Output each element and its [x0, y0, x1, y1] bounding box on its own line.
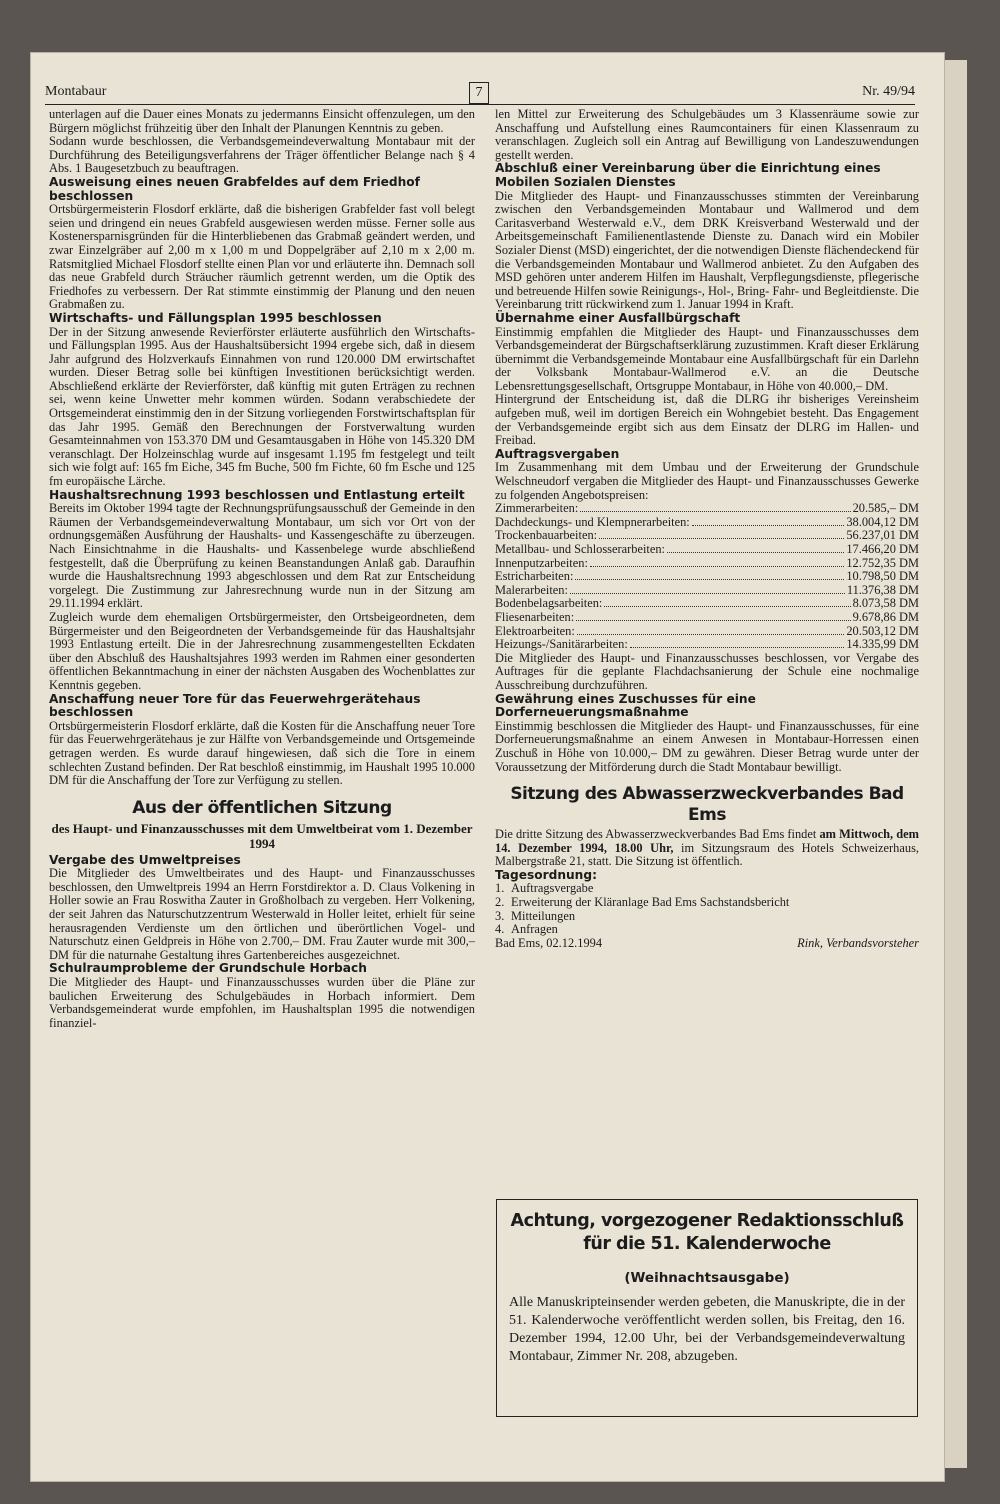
- header-place: Montabaur: [45, 84, 107, 99]
- cost-label: Innenputzarbeiten:: [495, 555, 588, 570]
- paragraph: Die Mitglieder des Haupt- und Finanzausschusses wurden über die Pläne zur baulichen Erweiterung des Schulgebäudes in Horbach informiert. Dem Verbandsgemeinderat wurde empfohlen, im Haushaltsplan 1995 die notwendigen finanziel-: [49, 975, 475, 1030]
- cost-label: Dachdeckungs- und Klempnerarbeiten:: [495, 514, 690, 529]
- cost-amount: 11.376,38 DM: [846, 582, 919, 597]
- signature-line: [495, 937, 919, 951]
- paragraph: Die Mitglieder des Haupt- und Finanzausschusses beschlossen, vor Vergabe des Auftrages für die geplante Flachdachsanierung der Schule eine nochmalige Ausschreibung durchzuführen.: [495, 650, 919, 692]
- cost-label: Trockenbauarbeiten:: [495, 528, 598, 543]
- cost-amount: 10.798,50 DM: [846, 569, 919, 584]
- cost-row: [495, 502, 919, 516]
- cost-label: Elektroarbeiten:: [495, 623, 575, 638]
- cost-label: Estricharbeiten:: [495, 569, 574, 584]
- cost-label: Malerarbeiten:: [495, 582, 568, 597]
- cost-amount: 20.503,12 DM: [846, 623, 919, 638]
- cost-row: [495, 570, 919, 584]
- agenda-item: [495, 910, 919, 924]
- sign-place: Bad Ems, 02.12.1994: [495, 935, 603, 950]
- cost-label: Zimmerarbeiten:: [495, 501, 579, 516]
- issue-number: Nr. 49/94: [862, 84, 915, 99]
- article-subtitle: des Haupt- und Finanzausschusses mit dem Umweltbeirat vom 1. Dezember 1994: [51, 820, 473, 851]
- agenda-text: Erweiterung der Kläranlage Bad Ems Sachstandsbericht: [511, 895, 790, 910]
- paragraph: Sodann wurde beschlossen, die Verbandsgemeindeverwaltung Montabaur mit der Durchführung des Beteiligungsverfahrens der Träger öffentlicher Belange nach § 4 Abs. 1 Baugesetzbuch zu beauftragen.: [49, 134, 475, 176]
- cost-amount: 9.678,86 DM: [852, 609, 919, 624]
- leader-dots: [667, 552, 844, 553]
- agenda-number: 3.: [495, 908, 505, 923]
- article-title: Sitzung des Abwasserzweckverbandes Bad Ems: [510, 784, 904, 826]
- leader-dots: [576, 620, 850, 621]
- paragraph: Der in der Sitzung anwesende Revierförster erläuterte ausführlich den Wirtschafts- und Fällungsplan 1995. Aus der Haushaltsübersicht 1994 ergebe sich, daß in diesem Jahr aufgrund des Holzverkaufs Einnahmen von rund 120.000 DM erwirtschaftet wurden. Dieser Betrag solle bei künftigen Investitionen berücksichtigt werden. Abschließend erklärte der Revierförster, daß künftig mit guten Erträgen zu rechnen sei, wenn keine Unwetter mehr kommen würden. Sodann verabschiedete der Ortsgemeinderat einstimmig den in der Sitzung vorliegenden Forstwirtschaftsplan für das Jahr 1995. Gemäß den Berechnungen der Forstverwaltung wurden Gesamteinnahmen von 153.370 DM und Gesamtausgaben in Höhe von 145.320 DM veranschlagt. Der Holzeinschlag wurde auf insgesamt 1.195 fm festgelegt und teilt sich wie folgt auf: 165 fm Eiche, 345 fm Buche, 500 fm Fichte, 60 fm Esche und 125 fm europäische Lärche.: [49, 324, 475, 489]
- agenda-number: 4.: [495, 922, 505, 937]
- text-run: Die dritte Sitzung des Abwasserzweckverbandes Bad Ems findet: [495, 827, 820, 842]
- agenda-text: Anfragen: [511, 922, 558, 937]
- section-heading: Gewährung eines Zuschusses für eine Dorferneuerungsmaßnahme: [495, 691, 756, 720]
- paragraph: Bereits im Oktober 1994 tagte der Rechnungsprüfungsausschuß der Gemeinde in den Räumen der Verbandsgemeindeverwaltung Montabaur, um sich vor Ort von der ordnungsgemäßen Ausführung der Haushalts- und Kassengeschäfte zu überzeugen. Nach Einsichtnahme in die Haushalts- und Kassenbelege wurde abschließend festgestellt, daß die Überprüfung zu keinen Beanstandungen Anlaß gab. Daraufhin wurde die Haushaltsrechnung 1993 abgeschlossen und dem Rat zur Entscheidung vorgelegt. Die Zustimmung zur Jahresrechnung wurde nun in der Sitzung am 29.11.1994 erklärt.: [49, 501, 475, 611]
- paragraph: Einstimmig empfahlen die Mitglieder des Haupt- und Finanzausschusses dem Verbandsgemeinderat der Bürgschaftserklärung zuzustimmen. Kraft dieser Erklärung übernimmt die Verbandsgemeinde Montabaur eine Ausfallbürgschaft für ein Darlehn der Volksbank Montabaur-Wallmerod e.V. an die Deutsche Lebensrettungsgesellschaft, Ortsgruppe Montabaur, in Höhe von 40.000,– DM.: [495, 324, 919, 393]
- leader-dots: [577, 634, 845, 635]
- agenda-item: [495, 923, 919, 937]
- cost-amount: 38.004,12 DM: [846, 514, 919, 529]
- paragraph: Ortsbürgermeisterin Flosdorf erklärte, daß die bisherigen Grabfelder fast voll belegt seien und dringend ein neues Grabfeld ausgewiesen werden müsse. Ferner solle aus Kostenersparnisgründen für die Hinterbliebenen das Grabmaß geändert werden, und zwar Einzelgräber auf 2,00 m x 1,00 m und Doppelgräber auf 2,10 m x 2,00 m. Ratsmitglied Michael Flosdorf stellte einen Plan vor und erläuterte ihn. Demnach soll das neue Grabfeld durch Sträucher räumlich getrennt werden, um die Optik des Friedhofes zu verbessern. Der Rat stimmte einstimmig der Planung und den neuen Grabmaßen zu.: [49, 202, 475, 312]
- notice-box: [496, 1199, 918, 1417]
- cost-row: [495, 638, 919, 652]
- cost-amount: 12.752,35 DM: [846, 555, 919, 570]
- cost-amount: 20.585,– DM: [852, 501, 919, 516]
- leader-dots: [630, 647, 845, 648]
- section-heading: Abschluß einer Vereinbarung über die Einrichtung eines Mobilen Sozialen Dienstes: [495, 161, 881, 189]
- left-column: [49, 108, 475, 1030]
- cost-row: [495, 597, 919, 611]
- cost-row: [495, 625, 919, 639]
- cost-amount: 14.335,99 DM: [846, 637, 919, 652]
- cost-label: Heizungs-/Sanitärarbeiten:: [495, 637, 628, 652]
- leader-dots: [590, 566, 844, 567]
- agenda-item: [495, 882, 919, 896]
- section-heading: Wirtschafts- und Fällungsplan 1995 beschlossen: [49, 310, 382, 325]
- cost-amount: 56.237,01 DM: [846, 528, 919, 543]
- section-heading: Übernahme einer Ausfallbürgschaft: [495, 310, 741, 325]
- agenda-item: [495, 896, 919, 910]
- agenda-number: 2.: [495, 895, 505, 910]
- section-heading: Ausweisung eines neuen Grabfeldes auf dem Friedhof beschlossen: [49, 174, 420, 203]
- text-run: im Sitzungsraum des Hotels Schweizerhaus, Malbergstraße 21, statt. Die Sitzung ist öffentlich.: [495, 840, 919, 869]
- section-heading: Vergabe des Umweltpreises: [49, 852, 241, 867]
- paragraph: Zugleich wurde dem ehemaligen Ortsbürgermeister, den Ortsbeigeordneten, dem Bürgermeister und den Beigeordneten der Verbandsgemeinde für das Haushaltsjahr 1993 Entlastung erteilt. Die in der Jahresrechnung zusammengestellten Eckdaten über den Abschluß des Haushaltsjahres 1993 werden im Rahmen einer gesonderten öffentlichen Bekanntmachung in einer der nächsten Ausgaben des Wochenblattes zur Kenntnis gegeben.: [49, 609, 475, 692]
- cost-row: [495, 516, 919, 530]
- section-heading: Auftragsvergaben: [495, 446, 620, 461]
- cost-amount: 8.073,58 DM: [852, 596, 919, 611]
- sign-name: Rink, Verbandsvorsteher: [797, 935, 919, 950]
- page-edge: [945, 60, 967, 1468]
- article-title: Aus der öffentlichen Sitzung: [132, 797, 392, 818]
- page-header: [45, 82, 915, 104]
- agenda-list: [495, 882, 919, 936]
- paragraph: Die Mitglieder des Haupt- und Finanzausschusses stimmten der Vereinbarung zwischen den Verbandsgemeinden Montabaur und Wallmerod und dem Caritasverband Westerwald e.V., dem DRK Kreisverband Westerwald und der Arbeitsgemeinschaft Familienentlastende Dienste zu. Danach wird ein Mobiler Sozialer Dienst (MSD) eingerichtet, der die notwendigen Dienste flächendeckend für die Verbandsgemeinden Montabaur und Wallmerod anbietet. Zu den Aufgaben des MSD gehören unter anderem Hilfen im Haushalt, Verpflegungsdienste, pflegerische und betreuende Hilfen sowie Reinigungs-, Hol-, Bring- Fahr- und Begleitdienste. Die Vereinbarung tritt rückwirkend zum 1. Januar 1994 in Kraft.: [495, 188, 919, 312]
- cost-row: [495, 611, 919, 625]
- agenda-text: Auftragsvergabe: [511, 881, 594, 896]
- paragraph: unterlagen auf die Dauer eines Monats zu jedermanns Einsicht offenzulegen, um den Bürgern möglichst frühzeitig über den Inhalt der Planungen Kenntnis zu geben.: [49, 107, 475, 135]
- meeting-date: am Mittwoch, dem 14. Dezember 1994, 18.00 Uhr,: [495, 827, 919, 855]
- paragraph: Einstimmig beschlossen die Mitglieder des Haupt- und Finanzausschusses, für eine Dorferneuerungsmaßnahme an einem Anwesen in Montabaur-Horressen einen Zuschuß in Höhe von 10.000,– DM zu gewähren. Dieser Betrag wurde unter der Voraussetzung der Mitförderung durch die Stadt Montabaur bewilligt.: [495, 718, 919, 774]
- paragraph: Ortsbürgermeisterin Flosdorf erklärte, daß die Kosten für die Anschaffung neuer Tore für das Feuerwehrgerätehaus je zur Hälfte von Verbandsgemeinde und Ortsgemeinde getragen werden. Es wurde darauf hingewiesen, daß sich die Tore in einem schlechten Zustand befinden. Der Rat beschloß einstimmig, im Haushalt 1995 10.000 DM für die Anschaffung der Tore zur Verfügung zu stellen.: [49, 718, 475, 788]
- agenda-text: Mitteilungen: [511, 908, 576, 923]
- leader-dots: [575, 579, 844, 580]
- leader-dots: [580, 511, 850, 512]
- paragraph: Hintergrund der Entscheidung ist, daß die DLRG ihr bisheriges Vereinsheim aufgeben muß, weil im dortigen Bereich ein Wohngebiet besteht. Das Engagement der Verbandsgemeinde ergibt sich aus dem Einsatz der DLRG im Hallen- und Freibad.: [495, 392, 919, 448]
- cost-label: Metallbau- und Schlosserarbeiten:: [495, 542, 665, 556]
- paragraph: Die Mitglieder des Umweltbeirates und des Haupt- und Finanzausschusses beschlossen, den Umweltpreis 1994 an Herrn Forstdirektor a. D. Claus Volkening in Holler sowie an Frau Roswitha Zauter in Großholbach zu vergeben. Herr Volkening, der seit Jahren das Naturschutzzentrum Westerwald in Holler leitet, erhielt für seine herausragenden Verdienste um den örtlichen und überörtlichen Vogel- und Naturschutz einen Geldpreis in Höhe von 2.700,– DM. Frau Zauter wurde mit 300,– DM für die naturnahe Gestaltung ihres Gartenbereiches ausgezeichnet.: [49, 866, 475, 962]
- paragraph: Im Zusammenhang mit dem Umbau und der Erweiterung der Grundschule Welschneudorf vergaben die Mitglieder des Haupt- und Finanzausschusses Gewerke zu folgenden Angebotspreisen:: [495, 460, 919, 502]
- agenda-heading: Tagesordnung:: [495, 867, 597, 882]
- notice-title: Achtung, vorgezogener Redaktionsschluß für die 51. Kalenderwoche: [510, 1211, 904, 1254]
- page-number: 7: [469, 82, 489, 104]
- leader-dots: [604, 606, 850, 607]
- cost-row: [495, 543, 919, 557]
- section-heading: Schulraumprobleme der Grundschule Horbach: [49, 961, 367, 976]
- leader-dots: [692, 525, 845, 526]
- cost-label: Fliesenarbeiten:: [495, 609, 575, 624]
- cost-row: [495, 584, 919, 598]
- cost-row: [495, 529, 919, 543]
- leader-dots: [599, 538, 844, 539]
- leader-dots: [570, 593, 845, 594]
- cost-row: [495, 557, 919, 571]
- cost-list: [495, 502, 919, 652]
- agenda-number: 1.: [495, 881, 505, 896]
- paragraph: len Mittel zur Erweiterung des Schulgebäudes um 3 Klassenräume sowie zur Anschaffung und Aufstellung eines Raumcontainers für einen Klassenraum zu veranschlagen. Zugleich soll ein Antrag auf Bewilligung von Landeszuwendungen gestellt werden.: [495, 107, 919, 162]
- notice-body: Alle Manuskripteinsender werden gebeten, die Manuskripte, die in der 51. Kalenderwoche veröffentlicht werden sollen, bis Freitag, den 16. Dezember 1994, 12.00 Uhr, bei der Verbandsgemeindeverwaltung Montabaur, Zimmer Nr. 208, abzugeben.: [509, 1295, 905, 1364]
- cost-amount: 17.466,20 DM: [846, 542, 919, 556]
- section-heading: Haushaltsrechnung 1993 beschlossen und Entlastung erteilt: [49, 487, 465, 502]
- right-column: [495, 108, 919, 950]
- header-rule: [45, 104, 915, 105]
- paragraph: [495, 828, 919, 869]
- notice-subtitle: (Weihnachtsausgabe): [624, 1270, 790, 1286]
- cost-label: Bodenbelagsarbeiten:: [495, 596, 603, 611]
- section-heading: Anschaffung neuer Tore für das Feuerwehrgerätehaus beschlossen: [49, 691, 421, 720]
